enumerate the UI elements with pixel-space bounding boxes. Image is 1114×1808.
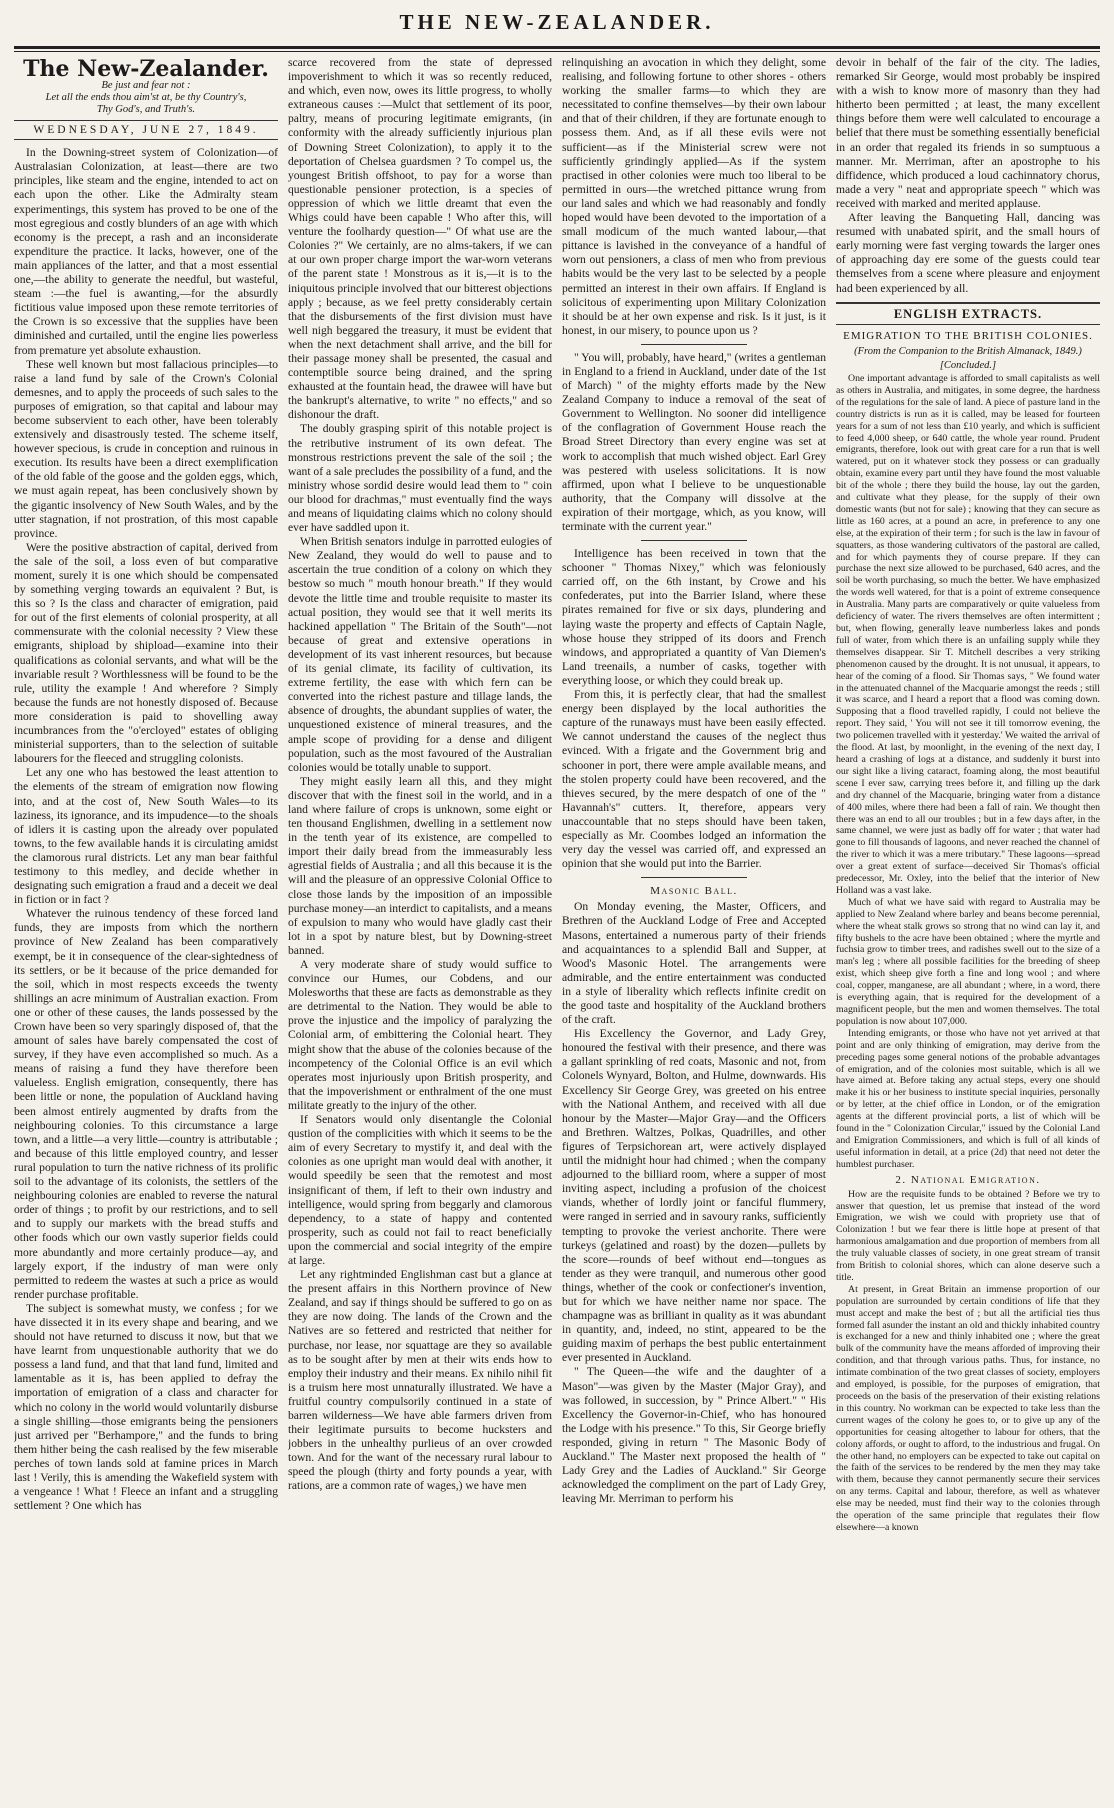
emigration-paragraph: Intending emigrants, or those who have not yet arrived at that point and are only thinking of emigration, may derive from the preceding pages some general notions of the probable advantages of emigration, and of the colonies most suitable, which is all we have aimed at. Before taking any actual steps, every one should make it his or her business to institute special inquiries, personally or by letter, at the chief office in London, or of the emigration agents at the different provincial ports, a list of which will be found in the " Colonization Circular," issued by the Colonial Land and Emigration Commissioners, and which is full of all kinds of useful information in detail, at a price (2d) that need not deter the humblest purchaser.: [836, 1027, 1100, 1170]
masthead-title: The New-Zealander.: [23, 56, 269, 82]
article-paragraph: After leaving the Banqueting Hall, dancing was resumed with unabated spirit, and the small hours of early morning were fast verging towards the larger ones of approaching day ere some of the guests could tear themselves from a scene where pleasure and enjoyment had been experienced by all.: [836, 211, 1100, 295]
column-four: [836, 56, 1100, 1802]
head-rule: [14, 46, 1100, 52]
news-paragraph: From this, it is perfectly clear, that had the smallest energy been displayed by the local authorities the capture of the runaways must have been easily effected. We cannot understand the causes of the neglect thus evinced. With a frigate and the Government brig and schooner in port, there were ample available means, and the stolen property could have been recovered, and the thieves secured, by the mere despatch of one of the " Havannah's" cutters. It, therefore, appears very unaccountable that no steps should have been taken, especially as Mr. Coombes lodged an information the very day the vessel was carried off, and expressed an opinion that she would put into the Barrier.: [562, 688, 826, 871]
news-paragraph: Intelligence has been received in town that the schooner " Thomas Nixey," which was feloniously carried off, on the 6th instant, by Crowe and his confederates, put into the Barrier Island, where these pirates remained for five or six days, plundering and laying waste the property and effects of Captain Nagle, whose house they stripped of its doors and French windows, and appropriated a quantity of Van Diemen's Land treenails, a number of casks, together with everything loose, or which they could break up.: [562, 547, 826, 687]
masonic-paragraph: " The Queen—the wife and the daughter of a Mason"—was given by the Master (Major Gray), and was followed, in succession, by " Prince Albert." " His Excellency the Governor-in-Chief, who has honoured the Lodge with his presence." To this, Sir George briefly responded, giving in return " The Masonic Body of Auckland." The Master next proposed the health of " Lady Grey and the Ladies of Auckland." Sir George acknowledged the compliment on the part of Lady Grey, leaving Mr. Merriman to perform his: [562, 1365, 826, 1506]
editorial-paragraph: These well known but most fallacious principles—to raise a land fund by sale of the Crown's Colonial demesnes, and to apply the proceeds of such sales to the purposes of emigration, so that capital and labour may become subservient to each other, have been tolerably extensively and disastrously tested. The scheme itself, however specious, is crude in conception and ruinous in execution. Its results have been a direct exemplification of the old fable of the goose and the golden eggs, which, we must again repeat, has been conclusively shown by the gigantic insolvency of New South Wales, and by the utter stagnation, if not prostration, of this most capable province.: [14, 357, 278, 540]
letter-excerpt: " You will, probably, have heard," (writes a gentleman in England to a friend in Auckland, under date of the 1st of March) " of the mighty efforts made by the New Zealand Company to induce a removal of the seat of Government to Wellington. No sooner did intelligence of the conflagration of Government House reach the Broad Street Directory than every engine was set at work to accomplish that much wished object. Earl Grey was pestered with useless solicitations. It is now affirmed, upon what I believe to be unquestionable authority, that the Company will dissolve at the expiration of their mortgage, which, as you know, will terminate with the current year.": [562, 350, 826, 533]
column-one: [14, 56, 278, 1802]
column-two: [288, 56, 552, 1802]
divider: [641, 344, 747, 345]
emigration-paragraph: Much of what we have said with regard to Australia may be applied to New Zealand where barley and beans become perennial, where the wheat stalk grows so strong that no wind can lay it, and fifty bushels to the acre have been obtained ; where the myrtle and fuchsia grow to timber trees, and radishes swell out to the size of a man's leg ; where all possible facilities for the breeding of sheep exist, which sheep give forth a fine and long wool ; and where coal, copper, manganese, are all abundant ; where, in a word, there is everything again, that is required for the development of a magnificent people, but the men and women themselves. The total population is now about 107,000.: [836, 896, 1100, 1027]
editorial-paragraph: Let any one who has bestowed the least attention to the elements of the stream of emigration now flowing into, and at the cost of, New South Wales—to its laziness, its ignorance, and its impudence—to the shoals of idlers it is casting upon the already over populated towns, to the few available hands it is circulating amidst the clamorous rural districts. Let any man bear faithful testimony to this medley, and decide whether in designating such emigration a fraud and a deceit we deal in fiction or in fact ?: [14, 766, 278, 907]
article-paragraph: Let any rightminded Englishman cast but a glance at the present affairs in this Northern province of New Zealand, and say if things should be suffered to go on as they are now doing. The lands of the Crown and the Natives are so fettered and restricted that neither for purchase, nor lease, nor squattage are they so available as to be sought after by men at their wits ends how to employ their industry and their means. Ex nihilo nihil fit is a truism here most unnaturally illustrated. We have a fruitful country compulsorily continued in a state of barren wilderness—We have able farmers driven from their legitimate pursuits to become hucksters and jobbers in the unhealthy purlieus of an over crowded town. And for the want of the necessary rural labour to speed the plough (thirty and forty pounds a year, with rations, are a common rate of wages,) we have men: [288, 1268, 552, 1493]
motto-line-2: Let all the ends thou aim'st at, be thy Country's,: [45, 92, 247, 104]
concluded-note: [Concluded.]: [939, 359, 997, 371]
masonic-paragraph: His Excellency the Governor, and Lady Grey, honoured the festival with their presence, and there was a gallant sprinkling of red coats, Masonic and not, from Colonels Wynyard, Bolton, and Hulme, downwards. His Excellency Sir George Grey, was greeted on his entree with the National Anthem, and received with all due honour by the Master—Major Gray—and the Officers and Brethren. Waltzes, Polkas, Quadrilles, and other figures of Terpsichorean art, were actively displayed until the midnight hour had chimed ; when the company adjourned to the billiard room, where a supper of most inviting aspect, including a profusion of the choicest viands, whether of lordly joint or fanciful flummery, were ranged in serried and in savoury ranks, sufficiently tempting to provoke the veriest anchorite. There were turkeys (gelatined and roast) by the dozen—pullets by the score—rounds of beef without end—tongues as tender as they were tranquil, and numerous other good things, whether of the cook or confectioner's invention, but for which we have neither name nor space. The champagne was as brilliant in quality as it was abundant in quantity, and, indeed, no stint, appeared to be the guiding maxim of perhaps the best public entertainment ever presented in Auckland.: [562, 1027, 826, 1365]
article-paragraph: scarce recovered from the state of depressed impoverishment to which it was so recently reduced, and which, even now, owes its little progress, to wholly extraneous causes :—Mulct that settlement of its poor, paltry, means of procuring legitimate emigrants, (in conformity with the already sufficiently injurious plan of Downing Street Colonization), to apply it to the deportation of Chelsea guardsmen ? To compel us, the youngest British offshoot, to pay for a worse than questionable pensioner protection, is a species of oppression of which we little dreamt that even the Whigs could have been capable ! Who after this, will venture the foolhardy question—" Of what use are the Colonies ?" We certainly, are no alms-takers, if we can at our own proper charge import the war-worn veterans of the parent state ! Monstrous as it is,—it is to the iniquitous principle involved that our bitterest objections apply ; because, as we feel pretty considerably certain that the disbursements of the first division must have well nigh beggared the treasury, it must be evident that when the next detachment shall arrive, and the bill for their passage money shall be presented, the casual and contemptible source being drained, and the spring exhausted at the fountain head, the drawee will have but the bankrupt's alternative, to write " no effects," and so dishonour the draft.: [288, 56, 552, 422]
editorial-paragraph: In the Downing-street system of Colonization—of Australasian Colonization, at least—there are two principles, like steam and the engine, intended to act on each upon the other. Like the Admiralty steam experimentings, this system has proved to be one of the most egregious and costly blunders of an age with which economy is the precept, a rash and an inconsiderate expenditure the practice. It lacks, however, one of the main appliances of the latter, and that a most essential one,—the ability to generate the needful, but wasteful, steam :—the fuel is awanting,—for the absurdly fictitious value imposed upon these remote territories of the Crown is so excessive that the supplies have been diminished and curtailed, until the engine lies powerless from premature yet absolute exhaustion.: [14, 146, 278, 357]
motto-line-1: Be just and fear not :: [101, 80, 191, 92]
divider: [641, 540, 747, 541]
dateline: WEDNESDAY, JUNE 27, 1849.: [14, 120, 278, 140]
editorial-paragraph: Were the positive abstraction of capital, derived from the sale of the soil, a loss even of but comparative moment, surely it is one which should be compensated by something verging towards an equivalent ? But, is this so ? Is the class and character of emigration, paid for out of the first elements of colonial prosperity, at all commensurate with the colonial necessity ? View these emigrants, shipload by shipload—examine into their qualifications as colonial servants, and what will be the invariable result ? Worthlessness will be found to be the rule, utility the example ! And wherefore ? Simply because the funds are not honestly disposed of. Because more consideration is paid to shovelling away incumbrances from the "o'ercloyed" estates of obliging ministerial supporters, than to the selection of suitable labourers for the fleeced and struggling colonists.: [14, 540, 278, 766]
article-paragraph: A very moderate share of study would suffice to convince our Humes, our Cobdens, and our Molesworths that these are facts as demonstrable as they are detrimental to the Nation. They would be able to prove the injustice and the impolicy of paralyzing the Colonial arm, of embittering the Colonial heart. They might show that the abuse of the colonies because of the incompetency of the Colonial Office is an evil which operates most injuriously upon British prosperity, and that the impoverishment or enthralment of the one must militate greatly to the injury of the other.: [288, 958, 552, 1112]
article-paragraph: If Senators would only disentangle the Colonial qustion of the complicities with which it seems to be the aim of every Secretary to mystify it, and deal with the colonies as one upright man would deal with another, it would speedily be seen that the remotest and most insignificant of them, if left to their own industry and intelligence, would spring from beggarly and clamorous dependency, to a state of happy and contented prosperity, such as could not fail to react beneficially upon the commercial and social integrity of the empire at large.: [288, 1113, 552, 1267]
article-paragraph: devoir in behalf of the fair of the city. The ladies, remarked Sir George, would most probably be inspired with a wish to know more of masonry than they had hitherto been permitted ; at least, the many excellent things before them were well calculated to encourage a belief that there must be something essentially beneficial in an order that regaled its friends in so sumptuous a manner. Mr. Merriman, after an apostrophe to his diffidence, which produced a loud cachinnatory chorus, made a very " neat and appropriate speech " which was received with marked and merited applause.: [836, 56, 1100, 210]
english-extracts-heading: ENGLISH EXTRACTS.: [836, 302, 1100, 325]
divider: [641, 877, 747, 878]
national-paragraph: At present, in Great Britain an immense proportion of our population are surrounded by certain conditions of life that they must accept and make the best of ; but all the artificial ties thus formed fall asunder the instant an old and thickly inhabited country is exchanged for a new and thinly inhabited one ; where the great bulk of the community have the means afforded of improving their condition, and that through various paths. Thus, for instance, no intimate combination of the two great classes of society, employers and employed, is possible, for the purposes of emigration, that proceeds on the basis of the preservation of their existing relations in this country. No workman can be expected to take less than the current wages of the colony he goes to, or to give up any of the opportunities for ceasing altogether to labour for others, that the colony affords, or ought to afford, to the industrious and frugal. On the other hand, no employers can be expected to take out capital on the faith of the services to be rendered by the men they may take with them, because they cannot permanently secure their services on any terms. Capital and labour, therefore, as well as whatever else may be needed, must find their way to the colonies through the operation of the same principle that regulates their flow elsewhere—a known: [836, 1283, 1100, 1533]
masonic-paragraph: On Monday evening, the Master, Officers, and Brethren of the Auckland Lodge of Free and Accepted Masons, entertained a numerous party of their friends and acquaintances to a splendid Ball and Supper, at Wood's Masonic Hotel. The arrangements were admirable, and the entire entertainment was conducted in a style of liberality which reflects infinite credit on the good taste and hospitality of the Auckland brothers of the craft.: [562, 900, 826, 1027]
emigration-paragraph: One important advantage is afforded to small capitalists as well as others in Australia, and mitigates, in some degree, the hardness of the regulations for the sale of land. A piece of pasture land in the country districts is run as it is called, may be leased for fourteen years for a sum of not less than £10 yearly, and which is sufficient to feed 4,000 sheep, or 640 cattle, the whole year round. Prudent emigrants, therefore, look out with great care for a run that is well watered, put on it whatever stock they possess or can gradually obtain, examine every part until they have found the most valuable bit of the whole ; there they build the house, lay out the garden, and cultivate what they please, for the supply of their own domestic wants (but not for sale) ; knowing that they can secure as little as 160 acres, at a pound an acre, in preference to any one else, at the expiration of their term ; for such is the law in favour of squatters, as those wandering cultivators of the pastoral are called, and for which payments they of course prepare. If they can purchase the next size allowed to be purchased, 640 acres, and the soil be worth purchasing, so much the better. We have emphasized the words well watered, for that is a point of extreme consequence in Australia. Many parts are comparatively or quite valueless from deficiency of water. The rivers themselves are often intermittent ; but, when flowing, generally leave numberless lakes and ponds full of water, from which there is an unfailing supply while they themselves disappear. Sir T. Mitchell describes a very striking phenomenon caused by the drought. It is not unusual, it appears, to hear of the coming of a flood. Sir Thomas says, " We found water in the attenuated channel of the Macquarie amongst the reeds ; still it was scarce, and I heard a report that a flood was coming down. Supposing that a flood travelled rapidly, I could not believe the report. They said, ' You will not see it till tomorrow evening, the two policemen travelled with it yesterday.' We waited the arrival of the flood. At last, by moonlight, in the evening of the next day, I heard a crashing of logs at a distance, and suddenly it burst into our sight like a living cataract, foaming along, the most beautiful scene I ever saw, carrying trees before it, and filling up the dark and dry channel of the Macquarie, bringing water from a distance of 400 miles, where there had been a fall of rain. We thought then there was an end to all our troubles ; but in a few days after, in the same channel, we were just as badly off for water ; that water had gone to fill thousands of lagoons, and never reached the channel of the river to which it was a mere tributary." These lagoons—spread over a great extent of surface—deceived Sir Thomas's official predecessor, Mr. Oxley, into the belief that the interior of New Holland was a vast lake.: [836, 372, 1100, 896]
columns: [14, 56, 1100, 1802]
article-paragraph: When British senators indulge in parrotted eulogies of New Zealand, they would do well to pause and to ascertain the true condition of a colony on which they bestow so much " mouth honour breath." If they would devote the little time and trouble requisite to master its actual position, they would see that it well merits its hackined appellation " The Britain of the South"—not because of great and extensive operations in development of its vast inherent resources, but because of its genial climate, its facility of cultivation, its extreme fertility, the ease with which fern can be converted into the richest pasture and tillage lands, the absence of droughts, the abundant supplies of water, the unquestioned existence of mineral treasures, and the ample scope of providing for a dense and diligent population, such as the most favoured of the Australian colonies would be totally unable to support.: [288, 535, 552, 774]
source-line: (From the Companion to the British Almanack, 1849.): [854, 345, 1082, 357]
column-three: [562, 56, 826, 1802]
emigration-article: [836, 373, 1100, 1534]
masonic-ball-heading: Masonic Ball.: [650, 885, 738, 898]
national-emigration-heading: 2. National Emigration.: [895, 1173, 1041, 1186]
editorial-paragraph: The subject is somewhat musty, we confess ; for we have dissected it in its every shape and bearing, and we should not have returned to discuss it now, but that we have learnt from unquestionable authority that we do possess a land fund, and that that land fund, limited and lamentable as it is, has been applied to defray the importation of emigration of a class and character for which no colony in the world would voluntarily disburse a single shilling—those emigrants being the pensioners just arrived per "Berhampore," and the funds to bring them hither being the cash realised by the few miserable perches of town lands sold at famine prices in March last ! Verily, this is amending the Wakefield system with a vengeance ! What ! Fleece an infant and a struggling settlement ? One which has: [14, 1301, 278, 1513]
article-paragraph: They might easily learn all this, and they might discover that with the finest soil in the world, and in a land where failure of crops is unknown, some eight or ten thousand Englishmen, dwelling in a settlement now in the tenth year of its existence, are compelled to import their daily bread from the immeasurably less agrestial fields of Australia ; and all this because it is the will and the pleasure of an oppressive Colonial Office to close those lands by the imposition of an impossible purchase money—an interdict to capitalists, and a means of expulsion to many who would have gladly cast their lot in a spot by nature blest, but by Downing-street banned.: [288, 774, 552, 957]
emigration-heading: EMIGRATION TO THE BRITISH COLONIES.: [843, 329, 1093, 342]
motto-line-3: Thy God's, and Truth's.: [96, 104, 196, 116]
editorial-paragraph: Whatever the ruinous tendency of these forced land funds, they are imposts from which the northern province of New Zealand has been comparatively exempt, be it in consequence of the clear-sightedness of its settlers, or be it because of the price demanded for the soil, which in most respects exceeds the twenty shillings an acre minimum of Australian exaction. From one or other of these causes, the lands possessed by the Crown have been so very sparingly disposed of, that the amount of sales have barely compensated the cost of survey, if they have even accomplished so much. As a means of raising a fund they have therefore been valueless. English emigration, consequently, there has been little or none, the population of Auckland having been almost entirely augmented by drafts from the neighbouring colonies. To this circumstance a large town, and a little—a very little—country is attributable ; and because of this little employed country, and lesser rural population to turn the native richness of its prolific soil to the advantage of its colonists, the settlers of the neighbouring colonies are enabled to reverse the natural order of things ; to profit by our restrictions, and to sell and to supply our markets with the bread stuffs and other foods which our own vastly superior fields could more abundantly and more certainly produce—ay, and largely export, if the industry of man were only permitted to redeem the wastes at such a price as would render purchase profitable.: [14, 907, 278, 1301]
running-head: THE NEW-ZEALANDER.: [399, 10, 715, 34]
article-paragraph: relinquishing an avocation in which they delight, some realising, and following fortune to other shores - others working the smaller farms—to which they are necessitated to confine themselves—by their own labour and that of their children, if they are fortunate enough to possess them. And, as if all these evils were not sufficient—as if the Ministerial screw were not sufficiently grindingly applied—As if the system practised in other colonies were much too liberal to be permitted in ours—the wretched pittance wrung from our land sales and which we had reasonably and fondly hoped would have been devoted to the importation of a small modicum of the much wanted labour,—that pittance is lavished in the conveyance of a handful of worn out pensioners, a class of men who from previous habits would be the very last to be selected by a people permitted an interest in their own affairs. If England is solicitous of experimenting upon Military Colonization it should be at her own expense and risk. Is it just, is it honest, in our misery, to pounce upon us ?: [562, 56, 826, 337]
article-paragraph: The doubly grasping spirit of this notable project is the retributive instrument of its own defeat. The monstrous restrictions prevent the sale of the soil ; the want of a sale precludes the possibility of a fund, and the ministry whose sordid desire would lead them to " coin our blood for drachmas," must eventually find the ways and means of liquidating claims which no colony should ever have saddled upon it.: [288, 422, 552, 535]
national-paragraph: How are the requisite funds to be obtained ? Before we try to answer that question, let us premise that instead of the word Emigration, we wish we could with propriety use that of Colonization ! but we fear there is little hope at present of that harmonious amalgamation and due proportion of members from all the truly valuable classes of society, in one great stream of transit from British to colonial shores, which can alone deserve such a title.: [836, 1188, 1100, 1283]
